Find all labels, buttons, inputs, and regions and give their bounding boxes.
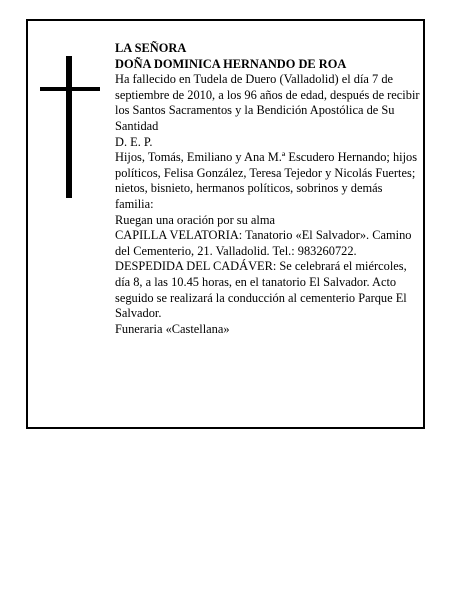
cross-icon [40, 56, 100, 198]
prayer-request: Ruegan una oración por su alma [115, 212, 275, 227]
family-list: Hijos, Tomás, Emiliano y Ana M.ª Escudero Hernando; hijos políticos, Felisa González, Teresa Tejedor y Nicolás Fuertes; nietos, bisnieto, hermanos políticos, sobrinos y demás familia: [115, 150, 418, 211]
cross-vertical-bar [66, 56, 72, 198]
funeral-home: Funeraria «Castellana» [115, 321, 230, 336]
deceased-name: DOÑA DOMINICA HERNANDO DE ROA [115, 56, 347, 71]
notice-text-block [115, 41, 421, 337]
notice-title: LA SEÑORA [115, 41, 187, 55]
death-announcement: Ha fallecido en Tudela de Duero (Valladolid) el día 7 de septiembre de 2010, a los 96 años de edad, después de recibir los Santos Sacramentos y la Bendición Apostólica de Su Santidad [115, 72, 420, 133]
rest-in-peace: D. E. P. [115, 134, 153, 149]
cross-horizontal-bar [40, 87, 100, 91]
chapel-info: CAPILLA VELATORIA: Tanatorio «El Salvador». Camino del Cementerio, 21. Valladolid. Tel.: 983260722. [115, 228, 412, 258]
farewell-info: DESPEDIDA DEL CADÁVER: Se celebrará el miércoles, día 8, a las 10.45 horas, en el tanatorio El Salvador. Acto seguido se realizará la conducción al cementerio Parque El Salvador. [115, 259, 407, 321]
obituary-notice [26, 19, 425, 429]
